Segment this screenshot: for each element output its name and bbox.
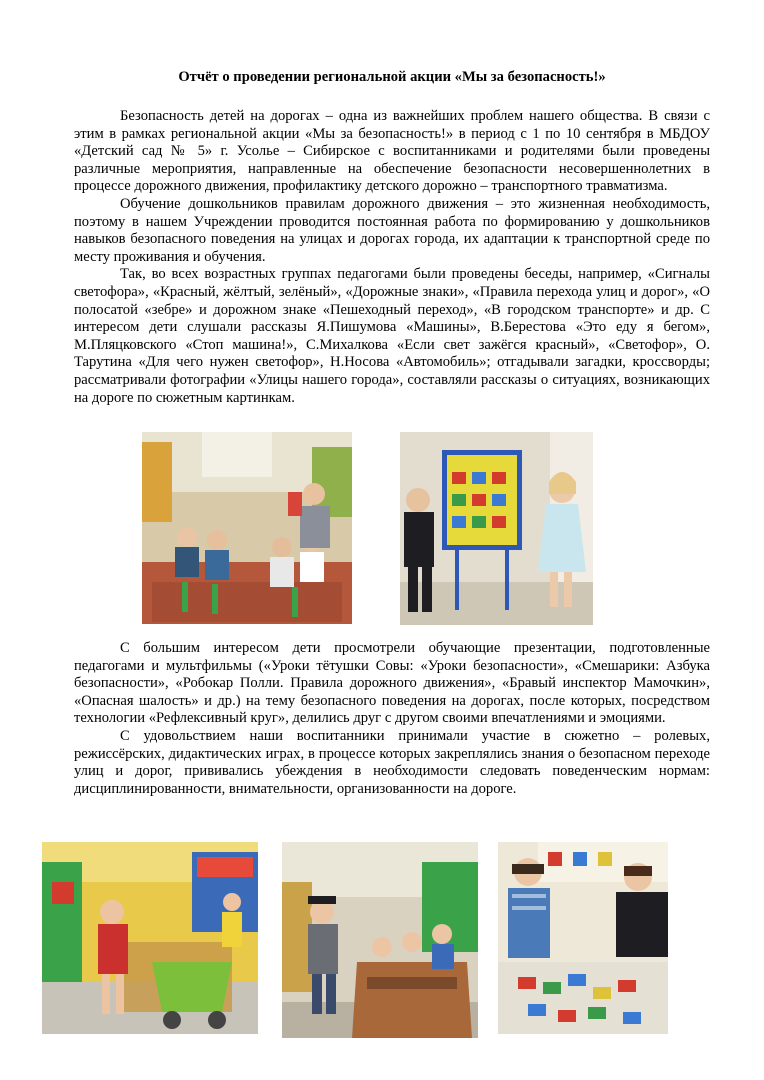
report-page	[74, 68, 710, 407]
photo-children-road-signs-poster	[400, 432, 593, 625]
report-title: Отчёт о проведении региональной акции «Мы за безопасность!»	[178, 69, 606, 85]
photo-girl-with-toy-stroller	[42, 842, 258, 1034]
report-continuation	[74, 640, 710, 798]
paragraph-education: Обучение дошкольников правилам дорожного движения – это жизненная необходимость, поэтому в нашем Учреждении проводится постоянная работа по формированию у дошкольников навыков безопасного поведения на улицах и дорогах города, их адаптации к транспортной среде по месту проживания и обучения.	[74, 195, 710, 265]
photo-boy-teacher-cards-game	[498, 842, 668, 1034]
photo-boy-inspector-toy-car	[282, 842, 478, 1038]
photo-children-circle-talk	[142, 432, 352, 624]
paragraph-games: С удовольствием наши воспитанники принимали участие в сюжетно – ролевых, режиссёрских, дидактических играх, в процессе которых закреплялись знания о безопасном переходе улиц и дорог, прививались убеждения в необходимости следовать поведенческим нормам: дисциплинированности, внимательности, организованности на дороге.	[74, 727, 710, 797]
paragraph-presentations: С большим интересом дети просмотрели обучающие презентации, подготовленные педагогами и мультфильмы («Уроки тётушки Совы: «Уроки безопасности», «Смешарики: Азбука безопасности», «Робокар Полли. Правила дорожного движения», «Бравый инспектор Мамочкин», «Опасная шалость» и др.) на тему безопасного поведения на дорогах, после которых, посредством технологии «Рефлексивный круг», делились друг с другом своими впечатлениями и эмоциями.	[74, 640, 710, 727]
paragraph-intro: Безопасность детей на дорогах – одна из важнейших проблем нашего общества. В связи с этим в рамках региональной акции «Мы за безопасность!» в период с 1 по 10 сентября в МБДОУ «Детский сад № 5» г. Усолье – Сибирское с воспитанниками и родителями были проведены различные мероприятия, направленные на обеспечение безопасности несовершеннолетних в процессе дорожного движения, профилактику детского дорожно – транспортного травматизма.	[74, 108, 710, 195]
paragraph-activities: Так, во всех возрастных группах педагогами были проведены беседы, например, «Сигналы светофора», «Красный, жёлтый, зелёный», «Дорожные знаки», «Правила перехода улиц и дорог», «О полосатой «зебре» и дорожном знаке «Пешеходный переход», «В городском транспорте» и др. С интересом дети слушали рассказы Я.Пишумова «Машины», В.Берестова «Это еду я бегом», М.Пляцковского «Стоп машина!», С.Михалкова «Если свет зажёгся красный», «Светофор», О. Тарутина «Для чего нужен светофор», Н.Носова «Автомобиль»; отгадывали загадки, кроссворды; рассматривали фотографии «Улицы нашего города», составляли рассказы о ситуациях, возникающих на дороге по сюжетным картинкам.	[74, 266, 710, 406]
